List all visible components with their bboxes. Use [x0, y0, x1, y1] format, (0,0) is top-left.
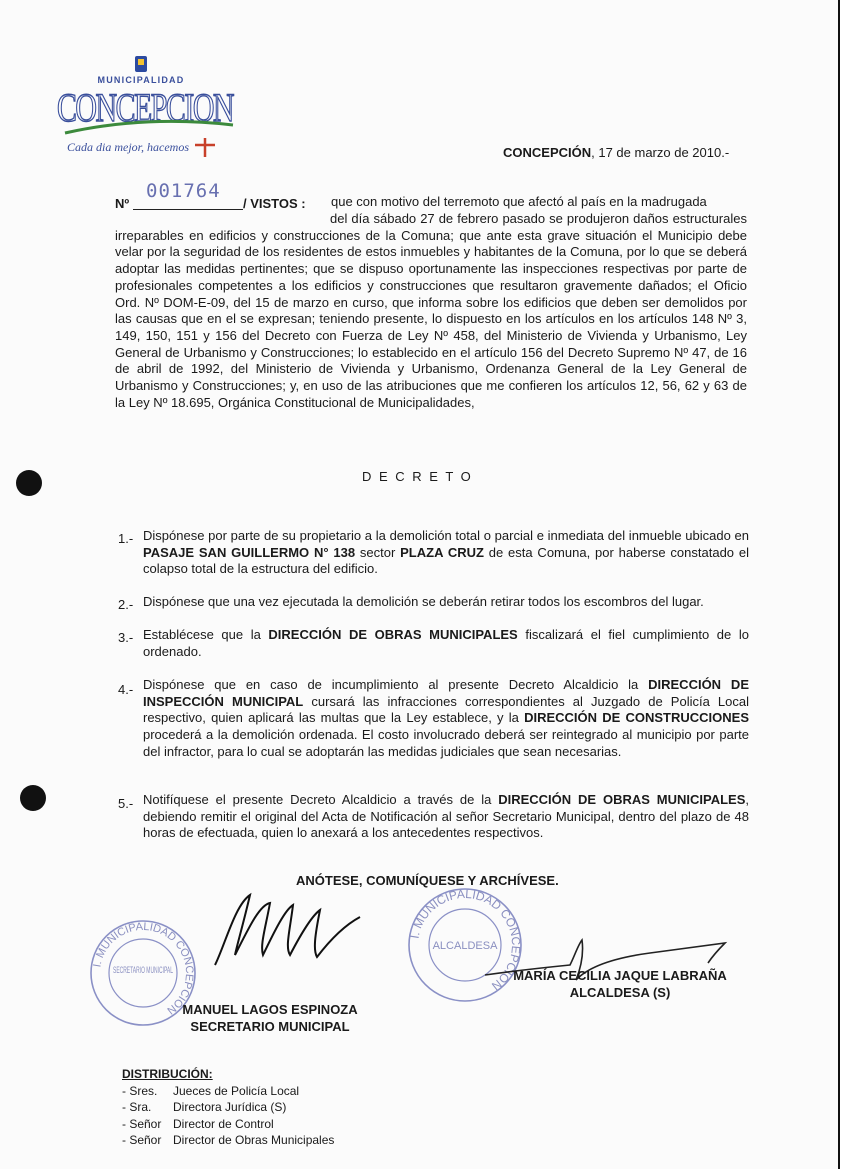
municipality-logo — [55, 55, 240, 160]
distribution-row-recipient: Director de Obras Municipales — [173, 1133, 335, 1147]
item-1-number: 1.- — [118, 531, 134, 546]
item-4-text: Dispónese que en caso de incumplimiento al presente Decreto Alcaldicio la DIRECCIÓN DE INSPECCIÓN MUNICIPAL cursará las infracciones correspondientes al Juzgado de Policía Local respectivo, quien aplicará las multas que la Ley establece, y la DIRECCIÓN DE CONSTRUCCIONES procederá a la demolición ordenada. El costo involucrado deberá ser reintegrado al municipio por parte del infractor, para lo cual se adoptarán las medidas judiciales que sean necesarias. — [143, 677, 749, 759]
logo-name: CONCEPCION — [57, 85, 234, 130]
secretary-name: MANUEL LAGOS ESPINOZA — [182, 1002, 358, 1017]
vistos-first-line: que con motivo del terremoto que afectó al país en la madrugada — [331, 194, 707, 209]
logo-graphic — [55, 55, 240, 160]
left-seal-ring-text: I. MUNICIPALIDAD CONCEPCION — [91, 920, 196, 1017]
item-3-text: Establécese que la DIRECCIÓN DE OBRAS MUNICIPALES fiscalizará el fiel cumplimiento de lo ordenado. — [143, 627, 749, 659]
distribution-list — [122, 1083, 334, 1149]
item-5-number: 5.- — [118, 796, 134, 811]
vistos-paragraph: del día sábado 27 de febrero pasado se produjeron daños estructurales irreparables en edificios y construcciones de la Comuna; que ante esta grave situación el Municipio debe velar por la seguridad de los residentes de estos inmuebles y habitantes de la Comuna, por lo que se deberá adoptar las medidas pertinentes; que se dispuso oportunamente las inspecciones respectivas por parte de profesionales competentes a los edificios y construcciones que resultaron gravemente dañados; el Oficio Ord. Nº DOM-E-09, del 15 de marzo en curso, que informa sobre los edificios que deben ser demolidos por las causas que en el se expresan; teniendo presente, lo dispuesto en los artículos en los artículos 148 Nº 3, 149, 150, 151 y 156 del Decreto con Fuerza de Ley Nº 458, del Ministerio de Vivienda y Urbanismo, Ley General de Urbanismo y Construcciones; lo establecido en el artículo 156 del Decreto Supremo Nº 47, de 16 de abril de 1992, del Ministerio de Vivienda y Urbanismo, Ordenanza General de la Ley General de Urbanismo y Construcciones; y, en uso de las atribuciones que me confieren los artículos 12, 56, 62 y 63 de la Ley Nº 18.695, Orgánica Constitucional de Municipalidades, — [115, 211, 747, 410]
item-2-number: 2.- — [118, 597, 134, 612]
decreto-title: D E C R E T O — [362, 469, 473, 484]
logo-slogan: Cada dia mejor, hacemos — [67, 140, 189, 154]
item-5-text: Notifíquese el presente Decreto Alcaldicio a través de la DIRECCIÓN DE OBRAS MUNICIPALES, debiendo remitir el original del Acta de Notificación al señor Secretario Municipal, dentro del plazo de 48 horas de efectuada, quien lo anexará a los antecedentes respectivos. — [143, 792, 749, 841]
distribution-row — [122, 1132, 334, 1149]
item-1-text: Dispónese por parte de su propietario a la demolición total o parcial e inmediata del inmueble ubicado en PASAJE SAN GUILLERMO N° 138 sector PLAZA CRUZ de esta Comuna, por haberse constatado el colapso total de la estructura del edificio. — [143, 528, 749, 577]
distribution-title: DISTRIBUCIÓN: — [122, 1067, 213, 1081]
left-seal-center-text: SECRETARIO MUNICIPAL — [113, 965, 173, 975]
closing-formula: ANÓTESE, COMUNÍQUESE Y ARCHÍVESE. — [296, 873, 559, 888]
city-name: CONCEPCIÓN — [503, 145, 592, 160]
right-seal-center-text: ALCALDESA — [432, 940, 498, 952]
distribution-row-recipient: Director de Control — [173, 1116, 274, 1131]
vistos-label: / VISTOS : — [243, 196, 306, 211]
distribution-row-title: - Señor — [122, 1133, 162, 1147]
distribution-row-title: - Sra. — [122, 1100, 152, 1114]
item-4-number: 4.- — [118, 682, 134, 697]
logo-top-text: MUNICIPALIDAD — [97, 75, 185, 85]
distribution-row — [122, 1116, 334, 1133]
right-seal-ring-text: I. MUNICIPALIDAD CONCEPCION — [407, 886, 524, 994]
secretary-title: SECRETARIO MUNICIPAL — [190, 1018, 350, 1034]
place-date — [503, 145, 803, 162]
distribution-block — [122, 1066, 334, 1149]
date-text: , 17 de marzo de 2010.- — [591, 145, 730, 160]
mayor-name: MARÍA CECILIA JAQUE LABRAÑA — [513, 968, 727, 983]
mayor-title: ALCALDESA (S) — [569, 984, 671, 1000]
number-prefix: Nº — [115, 196, 130, 211]
distribution-row-recipient: Directora Jurídica (S) — [173, 1100, 287, 1114]
distribution-row — [122, 1099, 334, 1116]
mayor-block — [500, 968, 740, 1001]
distribution-row-recipient: Jueces de Policía Local — [173, 1083, 300, 1098]
item-3-number: 3.- — [118, 630, 134, 645]
page-edge — [838, 0, 840, 1169]
punch-hole-bottom — [20, 785, 46, 811]
secretary-block — [170, 1002, 370, 1035]
punch-hole-top — [16, 470, 42, 496]
distribution-row-title: - Señor — [122, 1116, 162, 1131]
decree-number-stamp: 001764 — [146, 180, 221, 202]
distribution-row — [122, 1083, 334, 1100]
item-2-text: Dispónese que una vez ejecutada la demolición se deberán retirar todos los escombros del lugar. — [143, 594, 704, 609]
secretary-signature — [195, 885, 365, 975]
number-blank-line — [133, 209, 243, 210]
distribution-row-title: - Sres. — [122, 1083, 158, 1098]
